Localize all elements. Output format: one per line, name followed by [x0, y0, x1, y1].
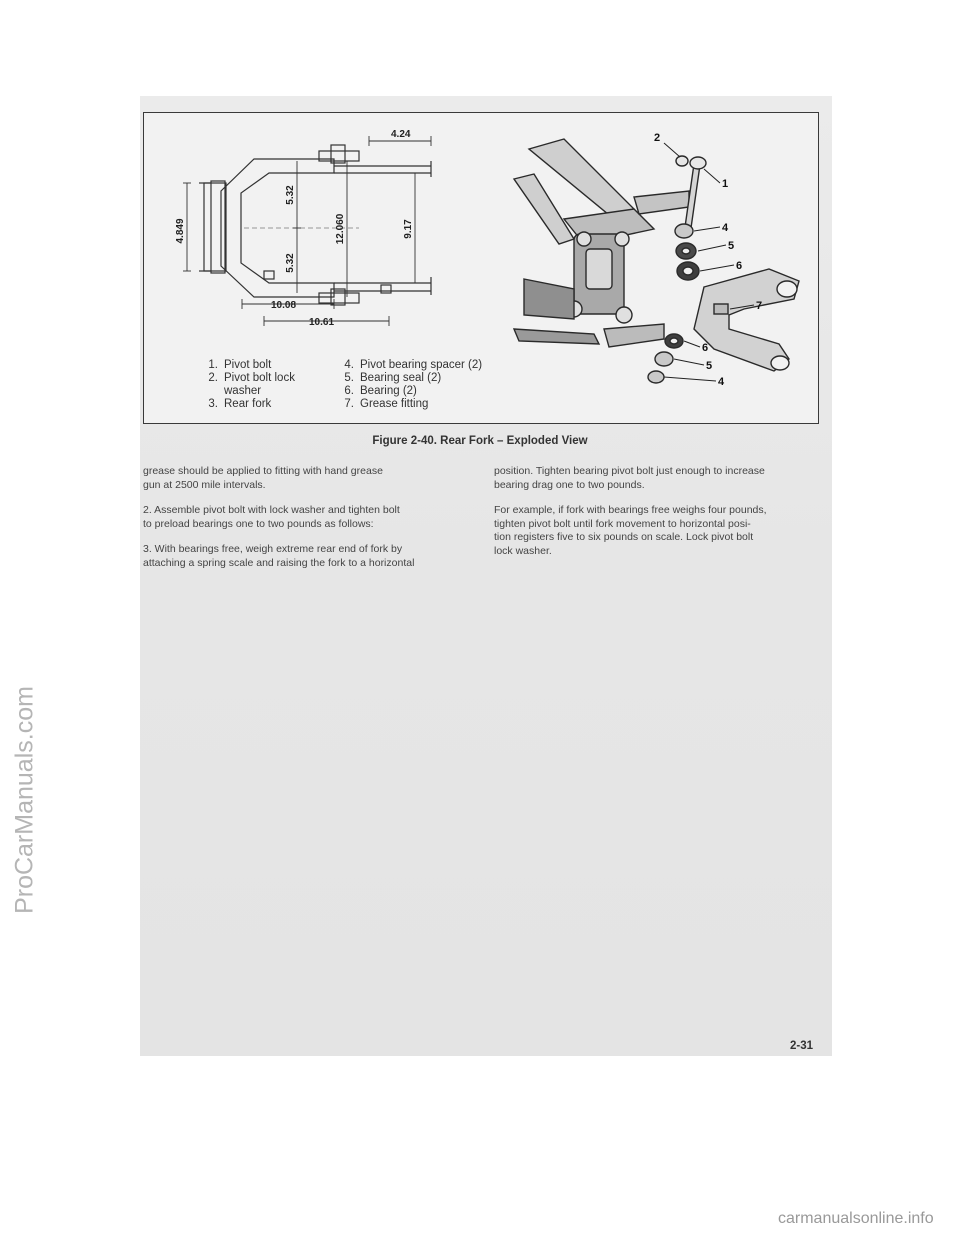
- legend-item: [336, 359, 526, 372]
- page-number: 2-31: [790, 1040, 814, 1052]
- legend-item-number: 6.: [344, 385, 354, 397]
- body-left-column: [143, 465, 463, 582]
- dim-4-849: 4.849: [175, 218, 186, 244]
- legend-item-text: Pivot bolt lock: [224, 372, 295, 384]
- legend-item-text: Pivot bearing spacer (2): [360, 359, 483, 371]
- legend-item-number: 7.: [344, 398, 354, 410]
- paragraph: [494, 504, 824, 558]
- callout-5-upper: 5: [728, 240, 735, 252]
- legend-item-number: 1.: [208, 359, 218, 371]
- legend-item-number: 4.: [344, 359, 354, 371]
- legend-right-column: [336, 359, 526, 411]
- callout-5-lower: 5: [706, 360, 713, 372]
- paragraph: [143, 543, 463, 570]
- dim-4-24: 4.24: [391, 129, 411, 140]
- footer-watermark: carmanualsonline.info: [778, 1210, 934, 1227]
- callout-4-lower: 4: [718, 376, 725, 388]
- callout-2: 2: [654, 132, 661, 144]
- fork-dimension-drawing: [159, 121, 459, 331]
- legend-item-text: Pivot bolt: [224, 359, 272, 371]
- legend-item-number: 2.: [208, 372, 218, 384]
- text-line: to preload bearings one to two pounds as follows:: [143, 517, 374, 530]
- dim-10-08: 10.08: [271, 300, 297, 311]
- text-line: position. Tighten bearing pivot bolt just enough to increase: [494, 465, 765, 477]
- exploded-view-illustration: [504, 119, 804, 389]
- legend-item-text: Grease fitting: [360, 398, 429, 410]
- dim-10-61: 10.61: [309, 317, 335, 328]
- dim-9-17: 9.17: [403, 219, 414, 239]
- text-line: 2. Assemble pivot bolt with lock washer and tighten bolt: [143, 504, 400, 516]
- text-line: tighten pivot bolt until fork movement to horizontal posi-: [494, 517, 751, 530]
- paragraph: [143, 504, 463, 531]
- legend-item-number: 5.: [344, 372, 354, 384]
- legend-item: [200, 359, 320, 372]
- body-right-column: [494, 465, 824, 570]
- legend-item: [336, 398, 526, 411]
- text-line: 3. With bearings free, weigh extreme rear end of fork by: [143, 543, 403, 555]
- legend-item-text: Rear fork: [224, 398, 272, 410]
- paragraph: [143, 465, 463, 492]
- figure-rear-fork: [143, 112, 819, 424]
- text-line: tion registers five to six pounds on scale. Lock pivot bolt: [494, 531, 754, 543]
- legend-item-number: 3.: [208, 398, 218, 410]
- callout-1: 1: [722, 178, 729, 190]
- callout-4-upper: 4: [722, 222, 729, 234]
- legend-item-text: Bearing (2): [360, 385, 417, 397]
- legend-left-column: [200, 359, 320, 411]
- legend-item-text: washer: [224, 385, 262, 397]
- paragraph: [494, 465, 824, 492]
- dim-5-32-top: 5.32: [285, 185, 296, 205]
- legend-item: [200, 398, 320, 411]
- figure-caption: Figure 2-40. Rear Fork – Exploded View: [372, 435, 588, 447]
- text-line: bearing drag one to two pounds.: [494, 478, 645, 491]
- legend-item-number: [200, 385, 218, 398]
- side-watermark: [4, 530, 46, 1070]
- text-line: For example, if fork with bearings free weighs four pounds,: [494, 504, 767, 516]
- legend-item: [200, 372, 320, 385]
- legend-item: [336, 385, 526, 398]
- text-line: gun at 2500 mile intervals.: [143, 478, 266, 491]
- callout-6-lower: 6: [702, 342, 709, 354]
- legend-item: [336, 372, 526, 385]
- dim-12-060: 12.060: [335, 213, 346, 245]
- text-line: attaching a spring scale and raising the fork to a horizontal: [143, 556, 415, 569]
- legend-item-text: Bearing seal (2): [360, 372, 442, 384]
- side-watermark-text: ProCarManuals.com: [10, 686, 39, 914]
- legend-item: [200, 385, 320, 398]
- dim-5-32-bottom: 5.32: [285, 253, 296, 273]
- text-line: grease should be applied to fitting with hand grease: [143, 465, 383, 477]
- callout-7: 7: [756, 300, 763, 312]
- callout-6-upper: 6: [736, 260, 743, 272]
- text-line: lock washer.: [494, 544, 552, 557]
